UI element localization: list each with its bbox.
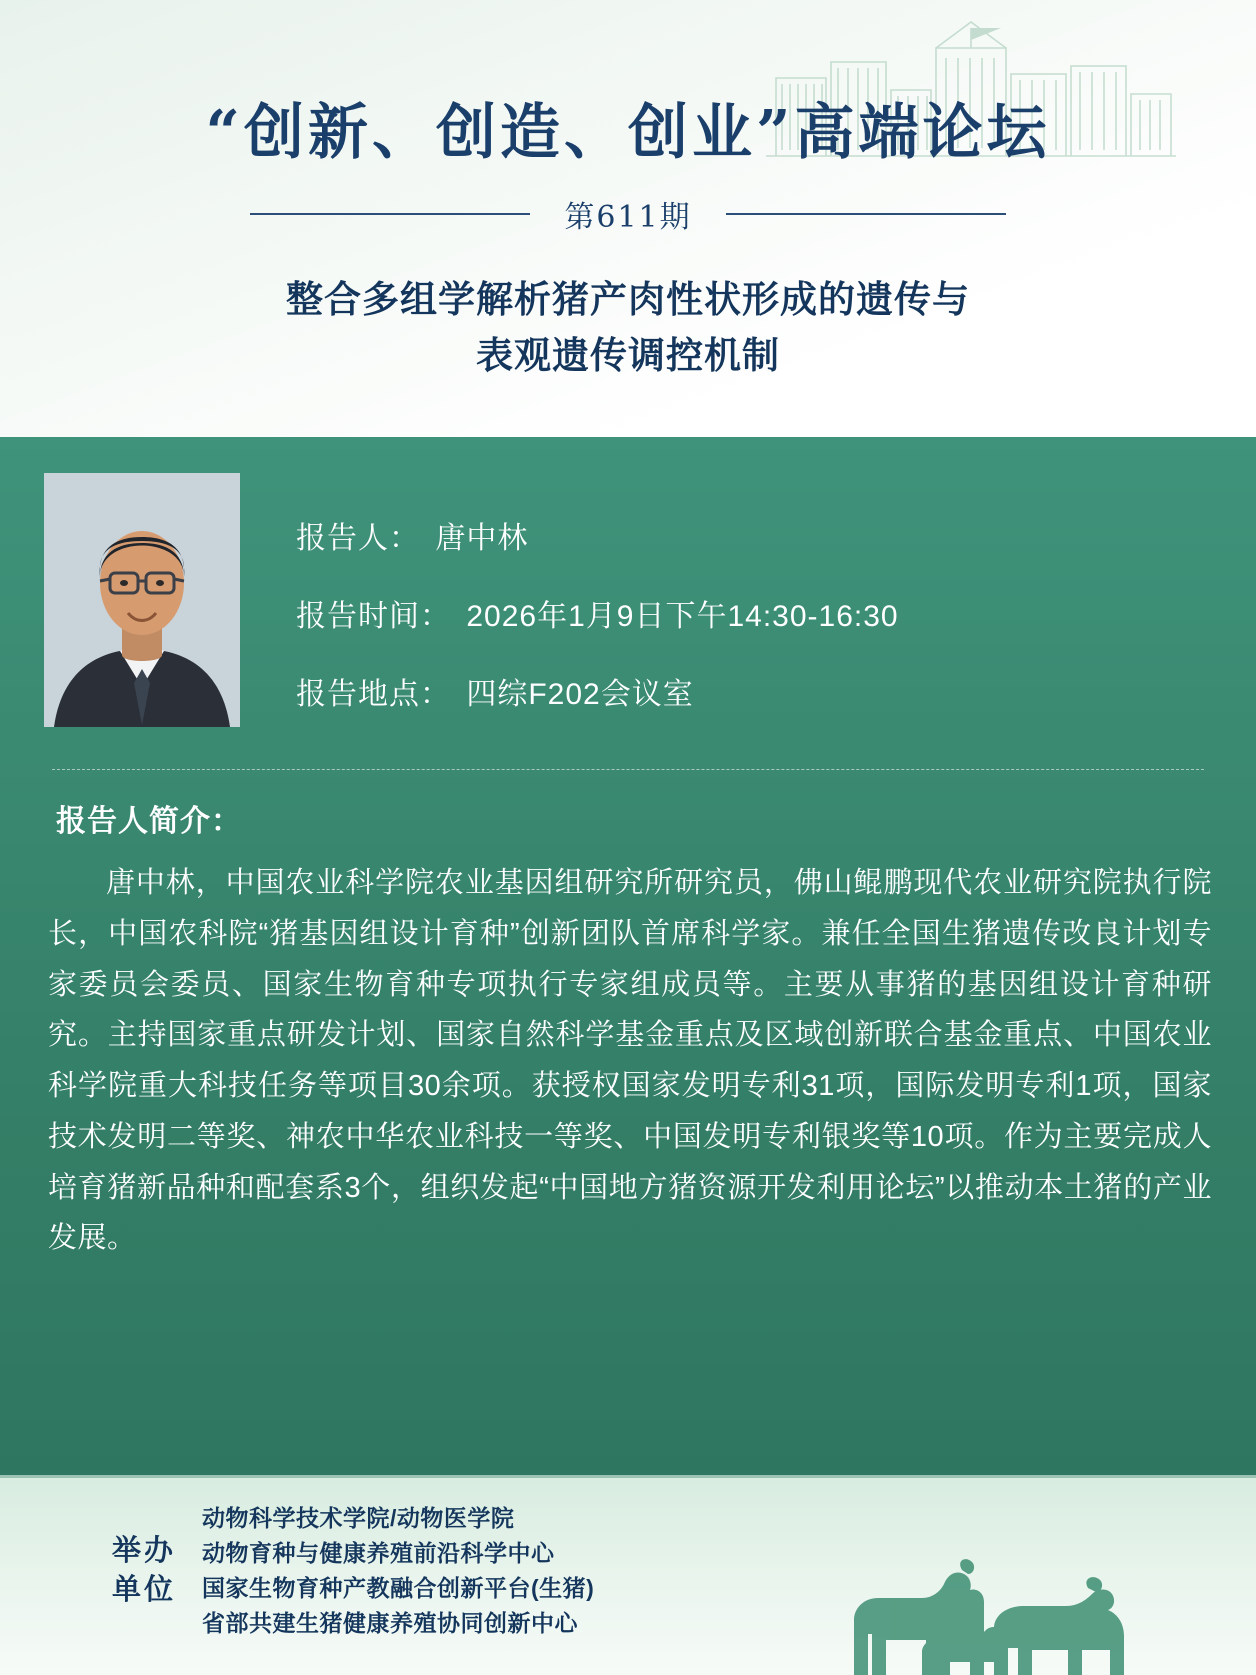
issue-rule-left [250,213,530,215]
bio-text: 唐中林，中国农业科学院农业基因组研究所研究员，佛山鲲鹏现代农业研究院执行院长，中国农科院“猪基因组设计育种”创新团队首席科学家。兼任全国生猪遗传改良计划专家委员会委员、国家生物育种专项执行专家组成员等。主要从事猪的基因组设计育种研究。主持国家重点研发计划、国家自然科学基金重点及区域创新联合基金重点、中国农业科学院重大科技任务等项目30余项。获授权国家发明专利31项，国际发明专利1项，国家技术发明二等奖、神农中华农业科技一等奖、中国发明专利银奖等10项。作为主要完成人培育猪新品种和配套系3个，组织发起“中国地方猪资源开发利用论坛”以推动本土猪的产业发展。 [48,867,1212,1255]
host-label-line-1: 举办 [112,1534,177,1567]
speaker-meta [240,473,1212,747]
bio-title: 报告人简介： [56,805,242,838]
talk-title-line-1: 整合多组学解析猪产肉性状形成的遗传与 [286,278,970,321]
issue-rule-right [726,213,1006,215]
organizer-list [202,1501,594,1641]
speaker-time-value: 2026年1月9日下午14:30-16:30 [466,600,899,633]
speaker-time-row [296,591,1212,635]
speaker-place-label: 报告地点： [296,678,451,711]
list-item: 省部共建生猪健康养殖协同创新中心 [202,1609,579,1636]
host-label-line-2: 单位 [112,1573,177,1606]
footer-content [0,1475,1256,1641]
poster-header [0,0,1256,437]
poster-body [0,437,1256,1475]
list-item: 动物育种与健康养殖前沿科学中心 [202,1539,555,1566]
talk-title [0,272,1256,383]
speaker-place-value: 四综F202会议室 [466,678,694,711]
speaker-place-row [296,669,1212,713]
host-label [112,1532,176,1610]
forum-title: “创新、创造、创业”高端论坛 [205,98,1051,168]
speaker-portrait [44,473,240,727]
speaker-time-label: 报告时间： [296,600,451,633]
header-content [0,0,1256,383]
issue-row [0,192,1256,236]
speaker-block [0,437,1256,747]
list-item: 国家生物育种产教融合创新平台(生猪) [202,1574,595,1601]
speaker-name-value: 唐中林 [435,522,529,555]
speaker-name-label: 报告人： [296,522,420,555]
speaker-name-row [296,513,1212,557]
section-divider [52,769,1204,770]
list-item: 动物科学技术学院/动物医学院 [202,1505,515,1531]
talk-title-line-2: 表观遗传调控机制 [476,333,780,377]
poster-footer [0,1475,1256,1675]
issue-number: 第611期 [564,200,692,235]
